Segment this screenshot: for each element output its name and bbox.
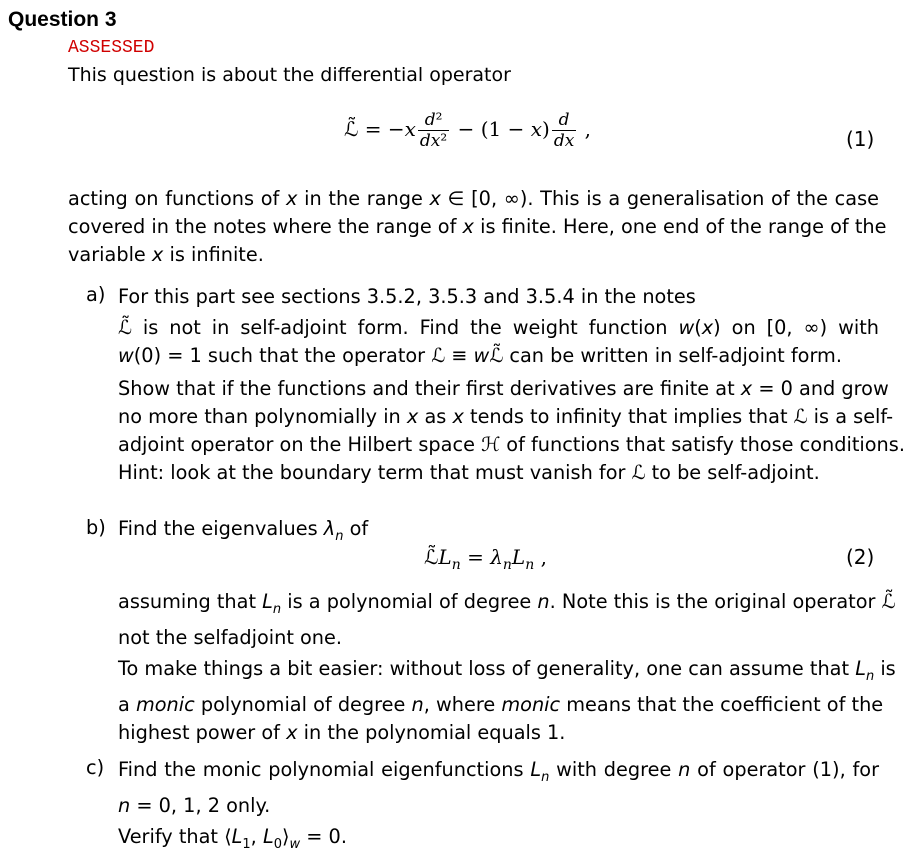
question-title: Question 3 bbox=[8, 8, 117, 31]
equation-2-number: (2) bbox=[846, 545, 875, 569]
part-b-text: assuming that $L_n$ is a polynomial of degree n. Note this is the original operator ℒ̃ not the selfadjoint one. To make things a bit easier: without loss of generality, one can assume that $L_n$ is a monic polynomial of degree n, where monic means that the coefficient of the highest power of x in the polynomial equals 1. bbox=[118, 590, 896, 744]
part-a-text: For this part see sections 3.5.2, 3.5.3 and 3.5.4 in the notes ℒ̃ is not in self-adjoint form. Find the weight function w(x) on [0, ∞) with w(0) = 1 such that the operator ℒ ≡ wℒ̃ can be written in self-adjoint form. Show that if the functions and their first derivatives are finite at x = 0 and grow no more than polynomially in x as x tends to infinity that implies that ℒ is a self- adjoint operator on the Hilbert space ℋ of functions that satisfy those conditions. Hint: look at the boundary term that must vanish for ℒ to be self-adjoint. bbox=[118, 285, 905, 484]
equation-2: $ℒ̃L_n = \lambda_nL_n$ , bbox=[424, 545, 547, 573]
part-a-label: a) bbox=[86, 283, 106, 306]
part-c-label: c) bbox=[86, 756, 105, 779]
intro-text: This question is about the differential operator bbox=[68, 64, 511, 86]
equation-1-number: (1) bbox=[846, 127, 875, 151]
assessed-tag: ASSESSED bbox=[68, 38, 155, 58]
part-b-intro: Find the eigenvalues $\lambda_n$ of bbox=[118, 517, 369, 544]
part-b-label: b) bbox=[86, 516, 106, 539]
equation-1: ℒ̃ = −x $\frac{\text{d²}}{\text{dx²}}$ − (1 − x) $\frac{d}{dx}$ , bbox=[344, 110, 592, 151]
paragraph-range: acting on functions of x in the range x ∈ [0, ∞). This is a generalisation of the case covered in the notes where the range of x is finite. Here, one end of the range of the variable x is infinite. bbox=[68, 187, 887, 266]
part-c-text: Find the monic polynomial eigenfunctions $L_n$ with degree n of operator (1), for n = 0, 1, 2 only. Verify that $⟨L_1$, $L_0⟩_w = 0$. bbox=[118, 758, 879, 852]
